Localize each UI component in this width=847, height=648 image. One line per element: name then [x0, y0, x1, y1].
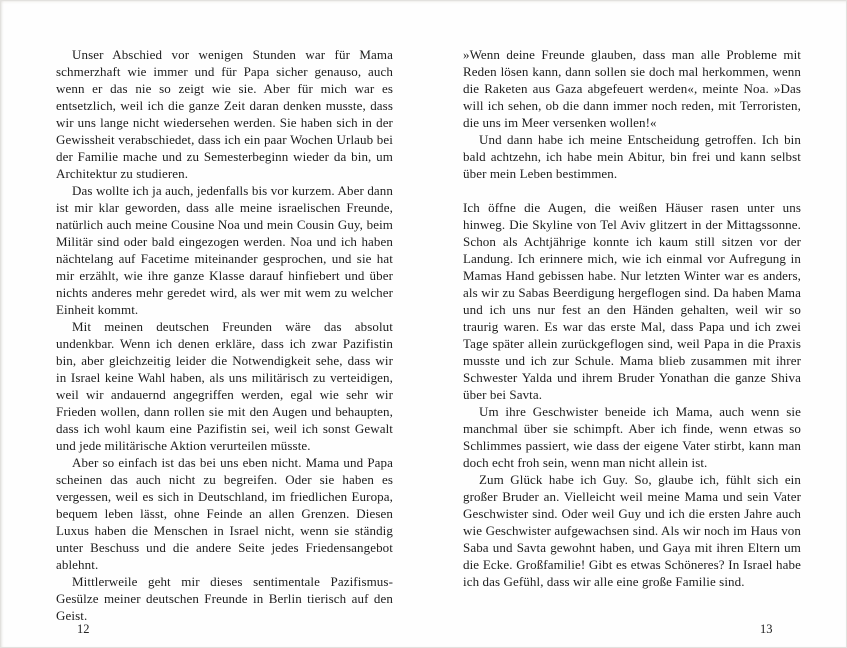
paragraph: Mittlerweile geht mir dieses sentimentale Pazifismus-Gesülze meiner deutschen Freunde in Berlin tierisch auf den Geist.: [56, 574, 393, 623]
page-right-text: [463, 46, 801, 590]
page-number-left: 12: [77, 622, 90, 636]
paragraph: Unser Abschied vor wenigen Stunden war für Mama schmerzhaft wie immer und für Papa sicher genauso, auch wenn er das nie so zeigt wie sie. Aber für mich war es entsetzlich, weil ich die ganze Zeit daran denken musste, dass wir uns lange nicht wiedersehen werden. Sie haben sich in der Gewissheit verabschiedet, dass ich ein paar Wochen Urlaub bei der Familie mache und zu Semesterbeginn wieder da bin, um Architektur zu studieren.: [56, 47, 393, 181]
paragraph: Zum Glück habe ich Guy. So, glaube ich, fühlt sich ein großer Bruder an. Vielleicht weil meine Mama und sein Vater Geschwister sind. Oder weil Guy und ich die ersten Jahre auch wie Geschwister aufgewachsen sind. Als wir noch im Haus von Saba und Savta gewohnt haben, und Gaya mit ihren Eltern um die Ecke. Großfamilie! Gibt es etwas Schöneres? In Israel habe ich das Gefühl, dass wir alle eine große Familie sind.: [463, 472, 801, 589]
paragraph-section-start: Ich öffne die Augen, die weißen Häuser rasen unter uns hinweg. Die Skyline von Tel Aviv glitzert in der Mittagssonne. Schon als Achtjährige konnte ich kaum still sitzen vor der Landung. Ich erinnere mich, wie ich einmal vor Aufregung in Mamas Hand gebissen habe. Nur letzten Winter war es anders, als wir zu Sabas Beerdigung hergeflogen sind. Da haben Mama und ich uns nur fest an den Händen gehalten, weil wir so traurig waren. Es war das erste Mal, dass Papa und ich zwei Tage später allein zurückgeflogen sind, weil Papa in die Praxis musste und ich zur Schule. Mama blieb zusammen mit ihrer Schwester Yalda und ihrem Bruder Yonathan die ganze Shiva über bei Savta.: [463, 200, 801, 402]
page-number-right: 13: [760, 622, 773, 636]
paragraph: Aber so einfach ist das bei uns eben nicht. Mama und Papa scheinen das auch nicht zu begreifen. Oder sie haben es vergessen, weil es sich in Deutschland, im friedlichen Europa, bequem leben lässt, ohne Feinde an allen Grenzen. Diesen Luxus haben die Menschen in Israel nicht, wenn sie ständig unter Beschuss und die andere Seite jedes Friedensangebot ablehnt.: [56, 455, 393, 572]
paragraph: Um ihre Geschwister beneide ich Mama, auch wenn sie manchmal über sie schimpft. Aber ich finde, wenn etwas so Schlimmes passiert, wie dass der eigene Vater stirbt, kann man doch echt froh sein, wenn man nicht allein ist.: [463, 404, 801, 470]
paragraph: Und dann habe ich meine Entscheidung getroffen. Ich bin bald achtzehn, ich habe mein Abitur, bin frei und kann selbst über mein Leben bestimmen.: [463, 132, 801, 181]
paragraph: Mit meinen deutschen Freunden wäre das absolut undenkbar. Wenn ich denen erkläre, dass ich zwar Pazifistin bin, aber gleichzeitig leider die Notwendigkeit sehe, dass wir in Israel keine Wahl haben, als uns militärisch zu verteidigen, weil wir andauernd angegriffen werden, egal wie sehr wir Frieden wollen, dann rollen sie mit den Augen und behaupten, dass ich wohl kaum eine Pazifistin sei, weil ich sonst Gewalt und jede militärische Aktion verurteilen müsste.: [56, 319, 393, 453]
page-left-text: [56, 46, 393, 624]
paragraph: Das wollte ich ja auch, jedenfalls bis vor kurzem. Aber dann ist mir klar geworden, dass alle meine israelischen Freunde, natürlich auch meine Cousine Noa und mein Cousin Guy, beim Militär sind oder bald eingezogen werden. Noa und ich haben nächtelang auf Facetime miteinander gesprochen, und sie hat mir erzählt, wie ihre ganze Klasse darauf hinfiebert und über nichts anderes mehr geredet wird, als wer mit wem zu welcher Einheit kommt.: [56, 183, 393, 317]
paragraph: »Wenn deine Freunde glauben, dass man alle Probleme mit Reden lösen kann, dann sollen sie doch mal herkommen, wenn die Raketen aus Gaza abgefeuert werden«, meinte Noa. »Das will ich sehen, ob die dann immer noch reden, mit Terroristen, die uns im Meer versenken wollen!«: [463, 47, 801, 130]
